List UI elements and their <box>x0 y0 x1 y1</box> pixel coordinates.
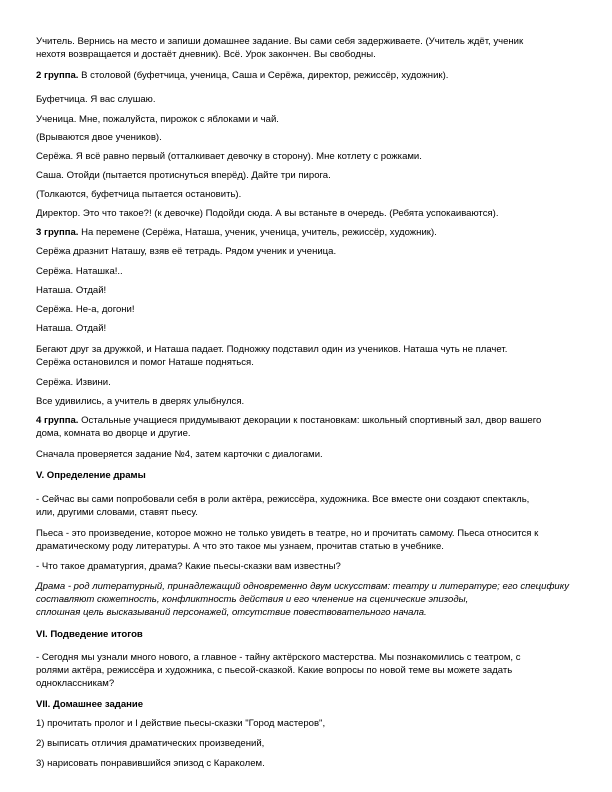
line-text: Наташа. Отдай! <box>36 323 107 334</box>
paragraph-line <box>36 506 198 519</box>
paragraph-line <box>36 580 569 593</box>
line-text: Учитель. Вернись на место и запиши домашнее задание. Вы сами себя задерживаете. (Учитель ждёт, ученик <box>36 36 524 47</box>
line-text: (Толкаются, буфетчица пытается остановить). <box>36 189 242 200</box>
paragraph-line <box>36 245 336 258</box>
paragraph-line <box>36 376 111 389</box>
line-text: Все удивились, а учитель в дверях улыбнулся. <box>36 396 245 407</box>
paragraph-line <box>36 757 265 770</box>
line-text: Пьеса - это произведение, которое можно не только увидеть в театре, но и прочитать самому. Пьеса относится к <box>36 528 539 539</box>
paragraph-line <box>36 93 155 106</box>
line-text: Саша. Отойди (пытается протиснуться вперёд). Дайте три пирога. <box>36 170 331 181</box>
line-text: Серёжа остановился и помог Наташе подняться. <box>36 357 254 368</box>
paragraph-line <box>36 560 341 573</box>
paragraph-line <box>36 69 448 82</box>
paragraph-line <box>36 527 538 540</box>
line-text: Серёжа. Наташка!.. <box>36 266 123 277</box>
line-text: Наташа. Отдай! <box>36 285 107 296</box>
section-heading <box>36 698 143 711</box>
line-text: - Что такое драматургия, драма? Какие пьесы-сказки вам известны? <box>36 561 341 572</box>
group-label: 3 группа. <box>36 227 79 238</box>
paragraph-line <box>36 356 254 369</box>
paragraph-line <box>36 284 106 297</box>
paragraph-line <box>36 540 444 553</box>
paragraph-line <box>36 169 331 182</box>
paragraph-line <box>36 664 512 677</box>
paragraph-line <box>36 207 498 220</box>
line-text: драматическому роду литературы. А что это такое мы узнаем, прочитав статью в учебнике. <box>36 541 444 552</box>
paragraph-line <box>36 150 422 163</box>
group-label: 2 группа. <box>36 70 79 81</box>
paragraph-line <box>36 651 521 664</box>
line-text: VI. Подведение итогов <box>36 629 143 640</box>
line-text: одноклассникам? <box>36 678 115 689</box>
line-text: Директор. Это что такое?! (к девочке) Подойди сюда. А вы встаньте в очередь. (Ребята успокаиваются). <box>36 208 499 219</box>
section-heading <box>36 628 143 641</box>
line-text: - Сейчас вы сами попробовали себя в роли актёра, режиссёра, художника. Все вместе они создают спектакль, <box>36 494 530 505</box>
paragraph-line <box>36 48 376 61</box>
line-text: дома, комната во дворце и другие. <box>36 428 191 439</box>
line-text: 2) выписать отличия драматических произведений, <box>36 738 265 749</box>
section-heading <box>36 469 146 482</box>
paragraph-line <box>36 322 106 335</box>
line-text: нехотя возвращается и достаёт дневник). Всё. Урок закончен. Вы свободны. <box>36 49 376 60</box>
line-text: 3) нарисовать понравившийся эпизод с Караколем. <box>36 758 265 769</box>
paragraph-line <box>36 343 507 356</box>
line-text: (Врываются двое учеников). <box>36 132 162 143</box>
paragraph-line <box>36 717 325 730</box>
paragraph-line <box>36 226 437 239</box>
line-text: Драма - род литературный, принадлежащий одновременно двум искусствам: театру и литературе; его специфику <box>36 581 570 592</box>
line-text: V. Определение драмы <box>36 470 146 481</box>
paragraph-line <box>36 414 541 427</box>
line-text: Серёжа. Я всё равно первый (отталкивает девочку в сторону). Мне котлету с рожками. <box>36 151 422 162</box>
paragraph-line <box>36 593 468 606</box>
line-text: или, другими словами, ставят пьесу. <box>36 507 198 518</box>
line-text: - Сегодня мы узнали много нового, а главное - тайну актёрского мастерства. Мы познакомились с театром, с <box>36 652 521 663</box>
line-text: Буфетчица. Я вас слушаю. <box>36 94 156 105</box>
line-text: В столовой (буфетчица, ученица, Саша и Серёжа, директор, режиссёр, художник). <box>78 70 449 81</box>
paragraph-line <box>36 35 523 48</box>
line-text: сплошная цель высказываний персонажей, отсутствие повествовательного начала. <box>36 607 427 618</box>
line-text: На перемене (Серёжа, Наташа, ученик, ученица, учитель, режиссёр, художник). <box>78 227 437 238</box>
paragraph-line <box>36 303 135 316</box>
paragraph-line <box>36 265 123 278</box>
line-text: Ученица. Мне, пожалуйста, пирожок с яблоками и чай. <box>36 114 279 125</box>
paragraph-line <box>36 448 323 461</box>
paragraph-line <box>36 395 244 408</box>
line-text: составляют сюжетность, конфликтность действия и его членение на сценические эпизоды, <box>36 594 469 605</box>
line-text: VII. Домашнее задание <box>36 699 144 710</box>
line-text: ролями актёра, режиссёра и художника, с пьесой-сказкой. Какие вопросы по новой теме вы можете задать <box>36 665 513 676</box>
line-text: Остальные учащиеся придумывают декорации к постановкам: школьный спортивный зал, двор вашего <box>78 415 542 426</box>
paragraph-line <box>36 737 264 750</box>
paragraph-line <box>36 677 114 690</box>
group-label: 4 группа. <box>36 415 79 426</box>
paragraph-line <box>36 606 427 619</box>
paragraph-line <box>36 131 162 144</box>
line-text: Серёжа. Извини. <box>36 377 111 388</box>
line-text: Бегают друг за дружкой, и Наташа падает. Подножку подставил один из учеников. Наташа чуть не плачет. <box>36 344 508 355</box>
paragraph-line <box>36 113 279 126</box>
paragraph-line <box>36 427 191 440</box>
line-text: Сначала проверяется задание №4, затем карточки с диалогами. <box>36 449 323 460</box>
line-text: 1) прочитать пролог и I действие пьесы-сказки "Город мастеров", <box>36 718 326 729</box>
paragraph-line <box>36 493 529 506</box>
line-text: Серёжа дразнит Наташу, взяв её тетрадь. Рядом ученик и ученица. <box>36 246 337 257</box>
paragraph-line <box>36 188 241 201</box>
line-text: Серёжа. Не-а, догони! <box>36 304 135 315</box>
